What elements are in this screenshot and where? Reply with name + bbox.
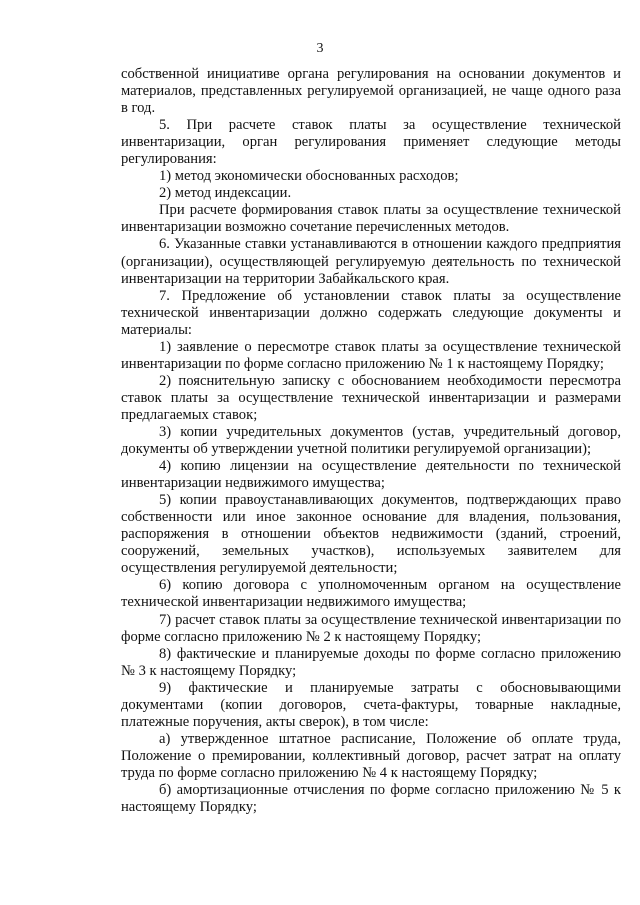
- list-item-doc-7: 7) расчет ставок платы за осуществление технической инвентаризации по форме согласно приложению № 2 к настоящему Порядку;: [121, 611, 621, 645]
- list-item-doc-1: 1) заявление о пересмотре ставок платы за осуществление технической инвентаризации по форме согласно приложению № 1 к настоящему Порядку;: [121, 338, 621, 372]
- paragraph-methods-combination: При расчете формирования ставок платы за осуществление технической инвентаризации возможно сочетание перечисленных методов.: [121, 202, 621, 236]
- list-item-method-1: 1) метод экономически обоснованных расходов;: [159, 168, 459, 185]
- paragraph-item-5: 5. При расчете ставок платы за осуществление технической инвентаризации, орган регулирования применяет следующие методы регулирования:: [121, 117, 621, 168]
- list-item-doc-8: 8) фактические и планируемые доходы по форме согласно приложению № 3 к настоящему Порядку;: [121, 645, 621, 679]
- list-item-doc-6: 6) копию договора с уполномоченным органом на осуществление технической инвентаризации недвижимого имущества;: [121, 577, 621, 611]
- sub-item-b: б) амортизационные отчисления по форме согласно приложению № 5 к настоящему Порядку;: [121, 781, 621, 816]
- document-body: [121, 66, 621, 816]
- page-number: 3: [316, 41, 324, 56]
- list-item-doc-4: 4) копию лицензии на осуществление деятельности по технической инвентаризации недвижимого имущества;: [121, 458, 621, 492]
- paragraph-item-7: 7. Предложение об установлении ставок платы за осуществление технической инвентаризации должно содержать следующие документы и материалы:: [121, 287, 621, 338]
- list-item-doc-5: 5) копии правоустанавливающих документов, подтверждающих право собственности или иное законное основание для владения, пользования, распоряжения в отношении объектов недвижимости (зданий, строений, сооружений, земельных участков), используемых заявителем для осуществления регулируемой деятельности;: [121, 492, 621, 577]
- list-item-doc-3: 3) копии учредительных документов (устав, учредительный договор, документы об утверждении учетной политики регулируемой организации);: [121, 423, 621, 458]
- paragraph-continuation: собственной инициативе органа регулирования на основании документов и материалов, представленных регулируемой организацией, не чаще одного раза в год.: [121, 66, 621, 117]
- list-item-doc-9: 9) фактические и планируемые затраты с обосновывающими документами (копии договоров, счета-фактуры, товарные накладные, платежные поручения, акты сверок), в том числе:: [121, 679, 621, 730]
- list-item-method-2: 2) метод индексации.: [159, 185, 292, 202]
- list-item-doc-2: 2) пояснительную записку с обоснованием необходимости пересмотра ставок платы за осуществление технической инвентаризации и размерами предлагаемых ставок;: [121, 372, 621, 423]
- sub-item-a: а) утвержденное штатное расписание, Положение об оплате труда, Положение о премировании, коллективный договор, расчет затрат на оплату труда по форме согласно приложению № 4 к настоящему Порядку;: [121, 730, 621, 781]
- paragraph-item-6: 6. Указанные ставки устанавливаются в отношении каждого предприятия (организации), осуществляющей регулируемую деятельность по технической инвентаризации на территории Забайкальского края.: [121, 236, 621, 287]
